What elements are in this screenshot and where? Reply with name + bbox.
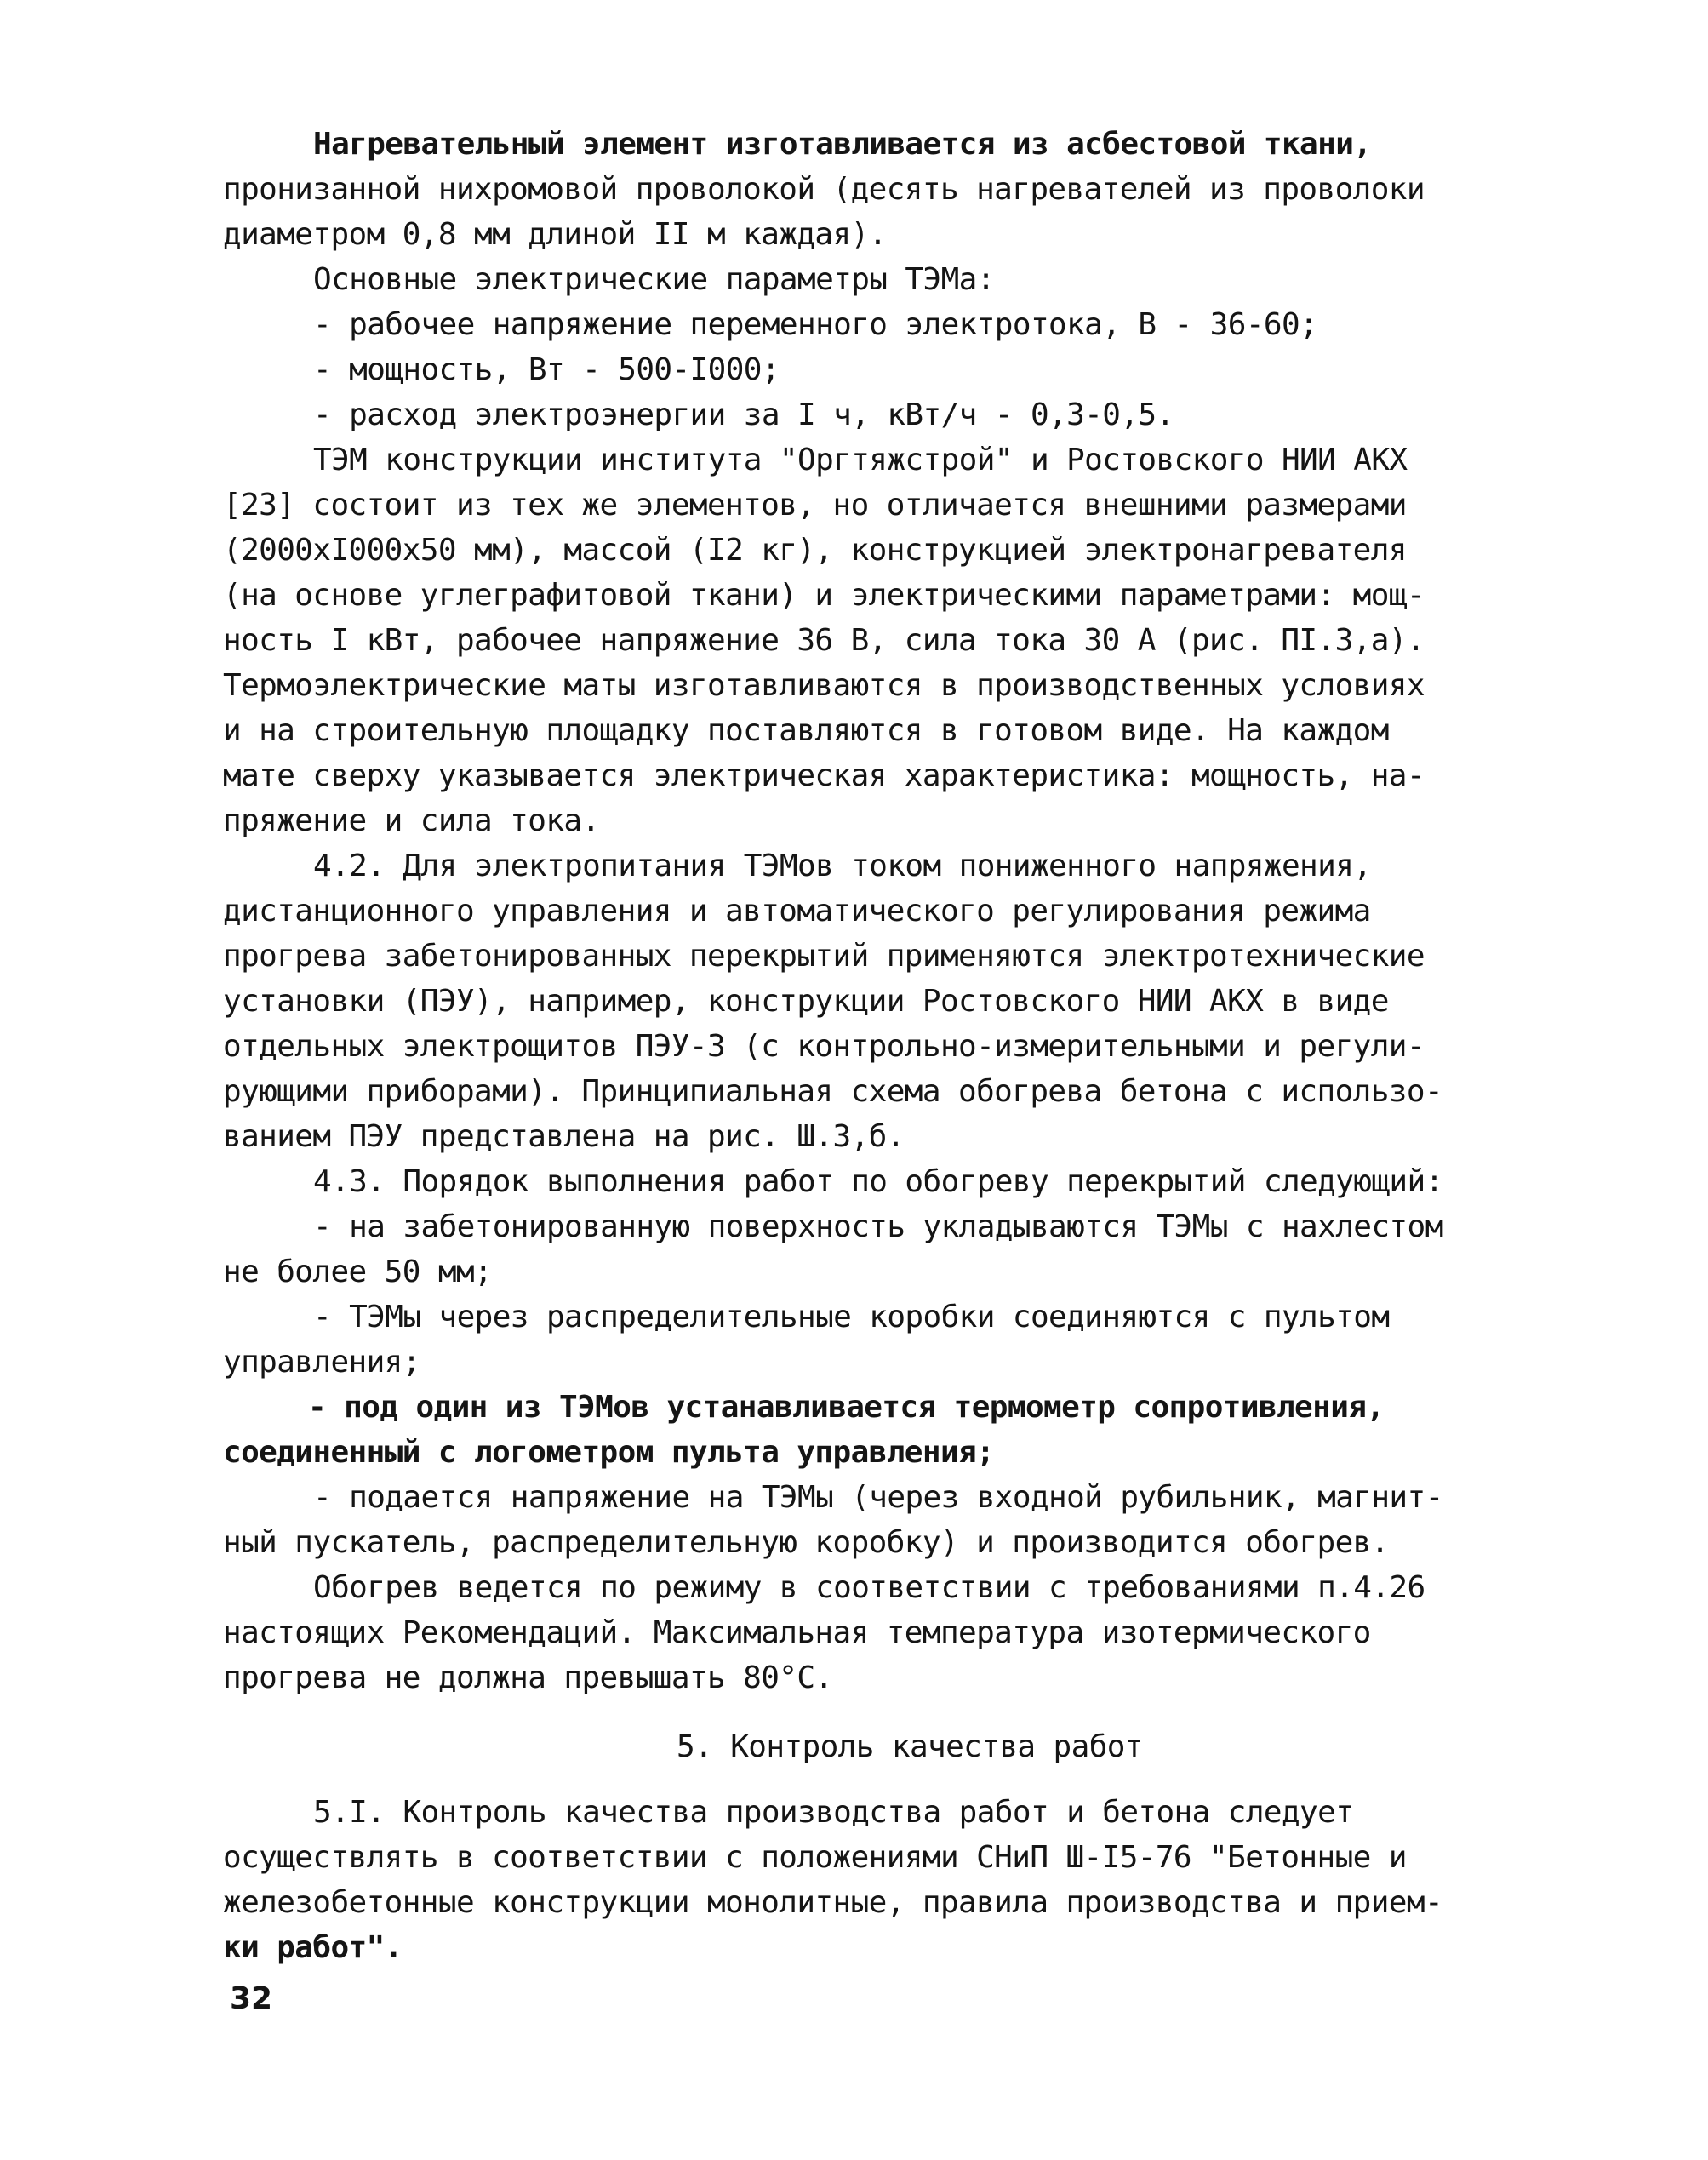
text-line: не более 50 мм; <box>223 1254 493 1289</box>
text-line: настоящих Рекомендаций. Максимальная температура изотермического <box>223 1615 1371 1650</box>
text-line: ки работ". <box>223 1930 403 1965</box>
text-line: прогрева не должна превышать 80°С. <box>223 1660 833 1695</box>
text-line: - мощность, Вт - 500-I000; <box>313 352 780 387</box>
text-line: ный пускатель, распределительную коробку) и производится обогрев. <box>223 1525 1389 1560</box>
text-line: дистанционного управления и автоматического регулирования режима <box>223 894 1371 929</box>
text-line: Обогрев ведется по режиму в соответствии с требованиями п.4.26 <box>313 1570 1425 1605</box>
text-line: управления; <box>223 1345 420 1380</box>
text-line: - рабочее напряжение переменного электротока, В - 36-60; <box>313 307 1318 342</box>
text-line: железобетонные конструкции монолитные, правила производства и прием- <box>223 1885 1443 1920</box>
text-line: - ТЭМы через распределительные коробки соединяются с пультом <box>313 1300 1390 1334</box>
text-line: пронизанной нихромовой проволокой (десять нагревателей из проволоки <box>223 172 1425 207</box>
text-line: ТЭМ конструкции института "Оргтяжстрой" и Ростовского НИИ АКХ <box>313 443 1408 477</box>
text-line: - расход электроэнергии за I ч, кВт/ч - 0,3-0,5. <box>313 397 1174 432</box>
text-line: отдельных электрощитов ПЭУ-3 (с контрольно-измерительными и регули- <box>223 1029 1425 1064</box>
text-line: Термоэлектрические маты изготавливаются в производственных условиях <box>223 668 1425 703</box>
text-line: Основные электрические параметры ТЭМа: <box>313 262 995 297</box>
text-line: (на основе углеграфитовой ткани) и электрическими параметрами: мощ- <box>223 578 1425 613</box>
text-line: 4.2. Для электропитания ТЭМов током пониженного напряжения, <box>313 849 1372 883</box>
text-line: рующими приборами). Принципиальная схема обогрева бетона с использо- <box>223 1074 1443 1109</box>
text-line: (2000xI000x50 мм), массой (I2 кг), конструкцией электронагревателя <box>223 533 1407 568</box>
text-line: ванием ПЭУ представлена на рис. Ш.3,б. <box>223 1119 905 1154</box>
text-line: осуществлять в соответствии с положениями СНиП Ш-I5-76 "Бетонные и <box>223 1840 1407 1875</box>
text-line: Нагревательный элемент изготавливается из асбестовой ткани, <box>313 127 1372 162</box>
text-line: - на забетонированную поверхность укладываются ТЭМы с нахлестом <box>313 1209 1443 1244</box>
text-line: соединенный с логометром пульта управления; <box>223 1435 995 1470</box>
section-heading: 5. Контроль качества работ <box>677 1729 1143 1764</box>
text-line: прогрева забетонированных перекрытий применяются электротехнические <box>223 939 1425 974</box>
text-line: ность I кВт, рабочее напряжение 36 В, сила тока 30 А (рис. ПI.3,а). <box>223 623 1425 658</box>
text-line: 4.3. Порядок выполнения работ по обогреву перекрытий следующий: <box>313 1164 1443 1199</box>
page-number: 32 <box>230 1981 273 2016</box>
text-line: [23] состоит из тех же элементов, но отличается внешними размерами <box>223 488 1407 523</box>
text-line: 5.I. Контроль качества производства работ и бетона следует <box>313 1795 1354 1830</box>
text-line: установки (ПЭУ), например, конструкции Ростовского НИИ АКХ в виде <box>223 984 1389 1019</box>
text-line: и на строительную площадку поставляются в готовом виде. На каждом <box>223 713 1389 748</box>
text-line: пряжение и сила тока. <box>223 803 600 838</box>
text-line: - подается напряжение на ТЭМы (через входной рубильник, магнит- <box>313 1480 1443 1515</box>
text-line: мате сверху указывается электрическая характеристика: мощность, на- <box>223 758 1425 793</box>
text-line: - под один из ТЭМов устанавливается термометр сопротивления, <box>308 1390 1385 1425</box>
text-line: диаметром 0,8 мм длиной II м каждая). <box>223 217 887 252</box>
